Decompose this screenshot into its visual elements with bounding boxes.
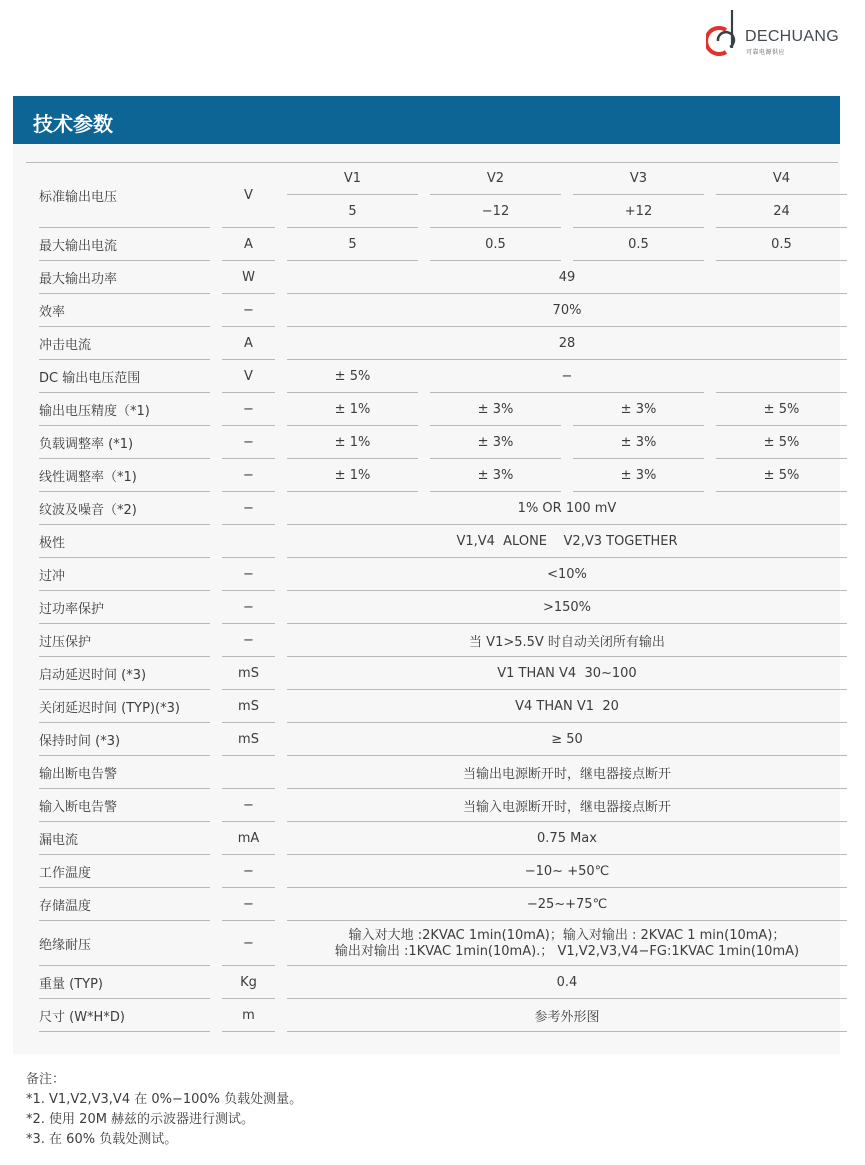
row-label: 线性调整率（*1) [26,459,216,492]
table-row [26,855,853,888]
row-unit: mS [216,690,281,723]
row-label: 存储温度 [26,888,216,921]
value-cell: ± 3% [567,393,710,426]
value-cell: 70% [281,294,853,327]
row-label: 效率 [26,294,216,327]
table-row [26,162,853,195]
value-cell [710,360,853,393]
row-unit: A [216,327,281,360]
value-cell: ± 5% [281,360,424,393]
value-cell: <10% [281,558,853,591]
row-unit: − [216,921,281,966]
value-cell: 28 [281,327,853,360]
table-row [26,294,853,327]
table-row [26,327,853,360]
brand-name: DECHUANG [745,28,839,45]
row-unit: − [216,789,281,822]
header-v3: V3 [567,162,710,195]
row-unit: − [216,558,281,591]
value-cell: V4 THAN V1 20 [281,690,853,723]
spec-table [26,162,853,1032]
value-cell: 0.5 [424,228,567,261]
brand-tagline: 可靠电源供应 [746,49,786,56]
table-row [26,261,853,294]
row-label: 纹波及噪音（*2) [26,492,216,525]
row-label: 最大输出电流 [26,228,216,261]
row-label: 负载调整率 (*1) [26,426,216,459]
header-v1: V1 [281,162,424,195]
note-item: *1. V1,V2,V3,V4 在 0%−100% 负载处测量。 [26,1092,303,1107]
row-unit: mA [216,822,281,855]
row-unit: − [216,591,281,624]
value-cell: ± 3% [424,459,567,492]
value-cell: 0.4 [281,966,853,999]
value-cell: −25~+75℃ [281,888,853,921]
row-unit: W [216,261,281,294]
value-cell: ≥ 50 [281,723,853,756]
row-label: 输出电压精度（*1) [26,393,216,426]
row-label: 冲击电流 [26,327,216,360]
row-unit: Kg [216,966,281,999]
notes-title: 备注： [26,1072,66,1087]
table-row [26,591,853,624]
table-row [26,657,853,690]
table-row [26,690,853,723]
value-cell: +12 [567,195,710,228]
row-label: 极性 [26,525,216,558]
row-label: 标准输出电压 [26,162,216,228]
row-unit: − [216,426,281,459]
section-title: 技术参数 [33,112,113,136]
row-unit: mS [216,723,281,756]
value-cell: 参考外形图 [281,999,853,1032]
value-cell [281,921,853,966]
row-unit: − [216,459,281,492]
value-cell: 当 V1>5.5V 时自动关闭所有输出 [281,624,853,657]
row-label: 保持时间 (*3) [26,723,216,756]
row-unit: V [216,162,281,228]
table-row [26,426,853,459]
row-unit: − [216,294,281,327]
withstand-line-2: 输出对输出 :1KVAC 1min(10mA).； V1,V2,V3,V4−FG:1KVAC 1min(10mA) [334,943,800,959]
table-row [26,492,853,525]
value-cell: 0.75 Max [281,822,853,855]
row-unit [216,756,281,789]
row-label: 输入断电告警 [26,789,216,822]
value-cell: − [424,360,710,393]
table-row [26,525,853,558]
table-row [26,459,853,492]
row-unit: V [216,360,281,393]
table-row [26,723,853,756]
header-v4: V4 [710,162,853,195]
withstand-line-1: 输入对大地 :2KVAC 1min(10mA)；输入对输出 : 2KVAC 1 min(10mA)； [348,927,786,943]
brand-logo [706,8,856,60]
note-item: *2. 使用 20M 赫兹的示波器进行测试。 [26,1112,255,1127]
section-title-bar [13,96,840,144]
logo-mark-icon [706,8,746,58]
row-unit: m [216,999,281,1032]
table-row [26,360,853,393]
table-row [26,822,853,855]
value-cell: −12 [424,195,567,228]
value-cell: 0.5 [710,228,853,261]
table-row [26,228,853,261]
row-unit: mS [216,657,281,690]
value-cell: 5 [281,195,424,228]
row-label: 绝缘耐压 [26,921,216,966]
row-unit [216,525,281,558]
row-unit: − [216,393,281,426]
header-v2: V2 [424,162,567,195]
notes-section [26,1070,302,1150]
value-cell: V1,V4 ALONE V2,V3 TOGETHER [281,525,853,558]
value-cell: ± 3% [424,426,567,459]
spec-panel [13,144,840,1054]
value-cell: −10~ +50℃ [281,855,853,888]
table-row [26,624,853,657]
row-label: 漏电流 [26,822,216,855]
row-unit: − [216,855,281,888]
value-cell: ± 1% [281,426,424,459]
row-label: 过压保护 [26,624,216,657]
row-unit: − [216,624,281,657]
value-cell: 当输出电源断开时，继电器接点断开 [281,756,853,789]
value-cell: ± 3% [424,393,567,426]
row-unit: − [216,492,281,525]
table-row [26,558,853,591]
row-label: 过冲 [26,558,216,591]
row-label: 启动延迟时间 (*3) [26,657,216,690]
value-cell: 0.5 [567,228,710,261]
row-label: 最大输出功率 [26,261,216,294]
value-cell: ± 1% [281,459,424,492]
row-unit: − [216,888,281,921]
table-row [26,921,853,966]
table-row [26,966,853,999]
value-cell: V1 THAN V4 30~100 [281,657,853,690]
value-cell: ± 5% [710,459,853,492]
table-row [26,393,853,426]
row-label: 工作温度 [26,855,216,888]
row-label: DC 输出电压范围 [26,360,216,393]
table-row [26,789,853,822]
value-cell: 1% OR 100 mV [281,492,853,525]
value-cell: ± 1% [281,393,424,426]
note-item: *3. 在 60% 负载处测试。 [26,1132,178,1147]
row-unit: A [216,228,281,261]
value-cell: ± 5% [710,393,853,426]
value-cell: 24 [710,195,853,228]
row-label: 重量 (TYP) [26,966,216,999]
table-row [26,999,853,1032]
value-cell: 当输入电源断开时，继电器接点断开 [281,789,853,822]
table-row [26,756,853,789]
value-cell: ± 3% [567,426,710,459]
row-label: 关闭延迟时间 (TYP)(*3) [26,690,216,723]
table-row [26,888,853,921]
value-cell: 5 [281,228,424,261]
row-label: 过功率保护 [26,591,216,624]
value-cell: >150% [281,591,853,624]
value-cell: ± 5% [710,426,853,459]
value-cell: 49 [281,261,853,294]
row-label: 输出断电告警 [26,756,216,789]
value-cell: ± 3% [567,459,710,492]
row-label: 尺寸 (W*H*D) [26,999,216,1032]
